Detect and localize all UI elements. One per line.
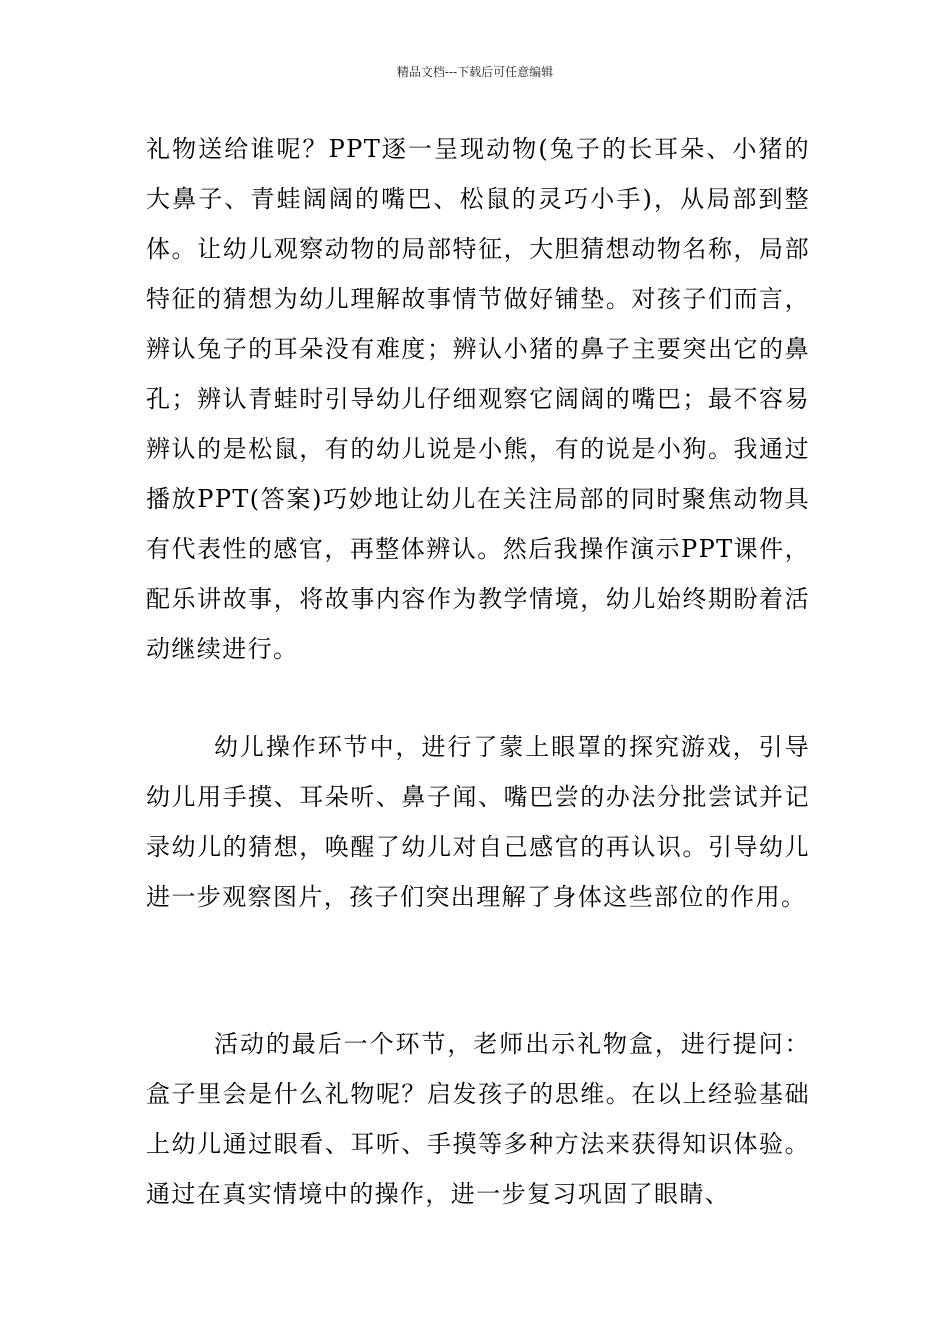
page-header: 精品文档---下载后可任意编辑 (396, 65, 554, 79)
paragraph-3: 活动的最后一个环节，老师出示礼物盒，进行提问：盒子里会是什么礼物呢？启发孩子的思维。在以上经验基础上幼儿通过眼看、耳听、手摸等多种方法来获得知识体验。通过在真实情境中的操作，进一步复习巩固了眼睛、 (146, 1030, 810, 1208)
paragraph-1: 礼物送给谁呢？PPT逐一呈现动物(兔子的长耳朵、小猪的大鼻子、青蛙阔阔的嘴巴、松鼠的灵巧小手)，从局部到整体。让幼儿观察动物的局部特征，大胆猜想动物名称，局部特征的猜想为幼儿理解故事情节做好铺垫。对孩子们而言，辨认兔子的耳朵没有难度；辨认小猪的鼻子主要突出它的鼻孔；辨认青蛙时引导幼儿仔细观察它阔阔的嘴巴；最不容易辨认的是松鼠，有的幼儿说是小熊，有的说是小狗。我通过播放PPT(答案)巧妙地让幼儿在关注局部的同时聚焦动物具有代表性的感官，再整体辨认。然后我操作演示PPT课件，配乐讲故事，将故事内容作为教学情境，幼儿始终期盼着活动继续进行。 (146, 135, 810, 663)
paragraph-2: 幼儿操作环节中，进行了蒙上眼罩的探究游戏，引导幼儿用手摸、耳朵听、鼻子闻、嘴巴尝的办法分批尝试并记录幼儿的猜想，唤醒了幼儿对自己感官的再认识。引导幼儿进一步观察图片，孩子们突出理解了身体这些部位的作用。 (146, 733, 810, 911)
